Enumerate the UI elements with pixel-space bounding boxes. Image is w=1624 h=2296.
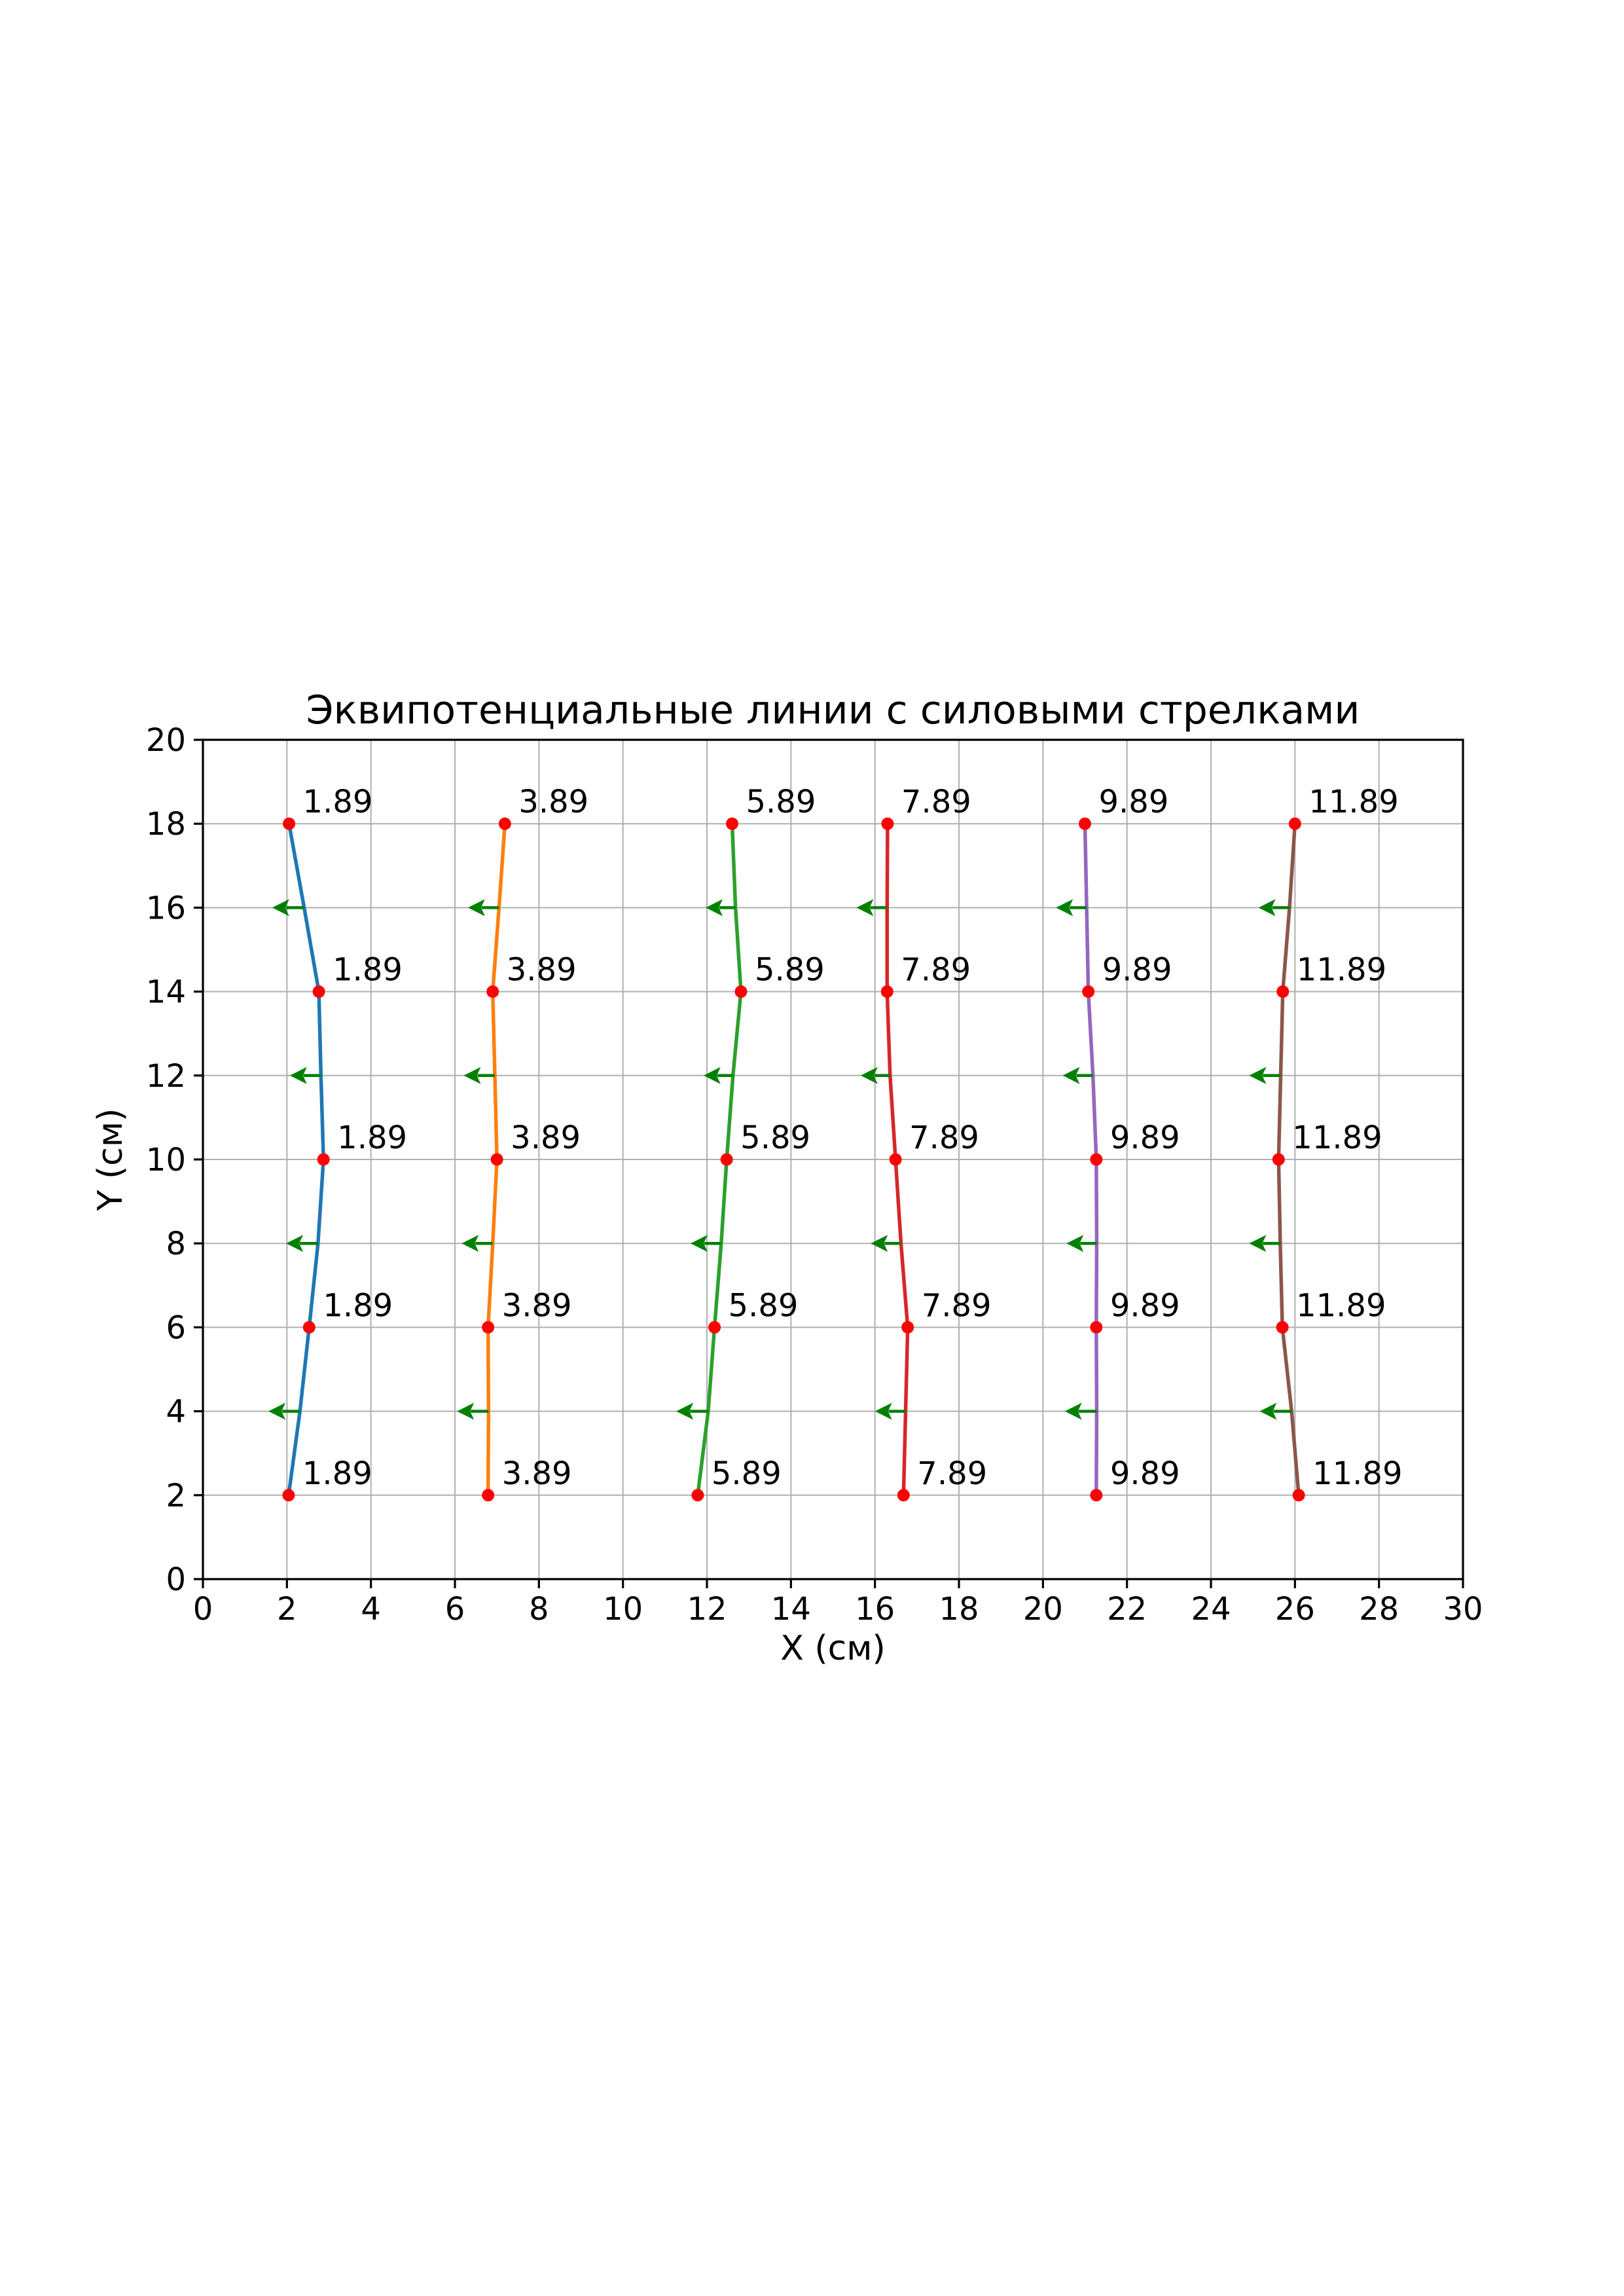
point-value-label: 7.89 [909,1120,979,1156]
chart-title: Эквипотенциальные линии с силовыми стрелками [306,687,1360,733]
x-tick-label: 8 [529,1591,549,1628]
data-point-marker [303,1321,316,1334]
y-tick-label: 6 [166,1309,186,1347]
data-point-marker [881,818,893,830]
point-value-label: 5.89 [746,784,816,821]
point-value-label: 1.89 [337,1120,408,1156]
data-point-marker [1082,985,1094,998]
data-point-marker [1090,1154,1102,1166]
point-value-label: 3.89 [506,951,577,989]
x-tick-label: 0 [192,1591,213,1628]
x-tick-label: 14 [770,1591,811,1628]
y-tick-label: 12 [145,1057,186,1095]
point-value-label: 5.89 [728,1287,799,1324]
point-value-label: 5.89 [711,1455,782,1492]
y-tick-label: 0 [166,1561,186,1598]
y-tick-label: 20 [145,722,186,759]
x-tick-label: 10 [603,1591,643,1628]
x-tick-label: 12 [687,1591,727,1628]
point-value-label: 7.89 [917,1455,988,1492]
point-value-label: 1.89 [323,1287,393,1324]
point-value-label: 11.89 [1312,1455,1403,1492]
point-value-label: 1.89 [333,951,403,989]
data-point-marker [317,1154,330,1166]
point-value-label: 5.89 [754,951,825,989]
data-point-marker [282,1489,295,1501]
point-value-label: 9.89 [1098,784,1169,821]
x-tick-label: 4 [361,1591,381,1628]
data-point-marker [1079,818,1091,830]
x-tick-label: 22 [1107,1591,1147,1628]
point-value-label: 7.89 [901,951,971,989]
point-value-label: 3.89 [518,784,589,821]
point-value-label: 3.89 [501,1287,572,1324]
y-axis-label: Y (см) [91,1108,130,1211]
x-tick-label: 16 [855,1591,895,1628]
x-axis-label: X (см) [780,1629,886,1668]
data-point-marker [726,818,738,830]
point-value-label: 5.89 [740,1120,811,1156]
data-point-marker [691,1489,704,1501]
point-value-label: 3.89 [501,1455,572,1492]
point-value-label: 3.89 [511,1120,581,1156]
data-point-marker [890,1154,902,1166]
data-point-marker [1289,818,1301,830]
y-tick-label: 8 [166,1226,186,1263]
data-point-marker [721,1154,733,1166]
data-point-marker [734,985,747,998]
data-point-marker [499,818,511,830]
point-value-label: 9.89 [1102,951,1172,989]
data-point-marker [1293,1489,1305,1501]
point-value-label: 9.89 [1110,1287,1180,1324]
x-tick-label: 28 [1359,1591,1399,1628]
data-point-marker [486,985,499,998]
x-tick-label: 6 [444,1591,465,1628]
y-tick-label: 14 [145,974,186,1011]
data-point-marker [708,1321,721,1334]
data-point-marker [491,1154,503,1166]
x-tick-label: 24 [1191,1591,1231,1628]
point-value-label: 9.89 [1110,1455,1180,1492]
data-point-marker [283,818,295,830]
data-point-marker [1276,1321,1289,1334]
data-point-marker [482,1321,494,1334]
y-tick-label: 18 [145,806,186,843]
y-tick-label: 16 [145,890,186,927]
data-point-marker [881,985,893,998]
x-tick-label: 20 [1022,1591,1063,1628]
point-value-label: 1.89 [302,784,373,821]
data-point-marker [1090,1489,1102,1501]
y-tick-label: 10 [145,1142,186,1178]
x-tick-label: 26 [1274,1591,1315,1628]
data-point-marker [313,985,325,998]
point-value-label: 11.89 [1296,951,1387,989]
data-point-marker [1272,1154,1285,1166]
point-value-label: 1.89 [302,1455,372,1492]
data-point-marker [1276,985,1289,998]
x-tick-label: 18 [939,1591,979,1628]
x-tick-label: 30 [1443,1591,1483,1628]
data-point-marker [901,1321,914,1334]
point-value-label: 11.89 [1292,1120,1382,1156]
data-point-marker [897,1489,910,1501]
y-tick-label: 4 [166,1393,186,1430]
y-tick-label: 2 [166,1477,186,1514]
point-value-label: 7.89 [921,1287,992,1324]
point-value-label: 9.89 [1110,1120,1180,1156]
annotation-layer [302,784,1403,1492]
data-point-marker [482,1489,494,1501]
x-tick-label: 2 [277,1591,297,1628]
data-point-marker [1090,1321,1102,1334]
point-value-label: 11.89 [1308,784,1399,821]
point-value-label: 11.89 [1296,1287,1386,1324]
point-value-label: 7.89 [901,784,971,821]
